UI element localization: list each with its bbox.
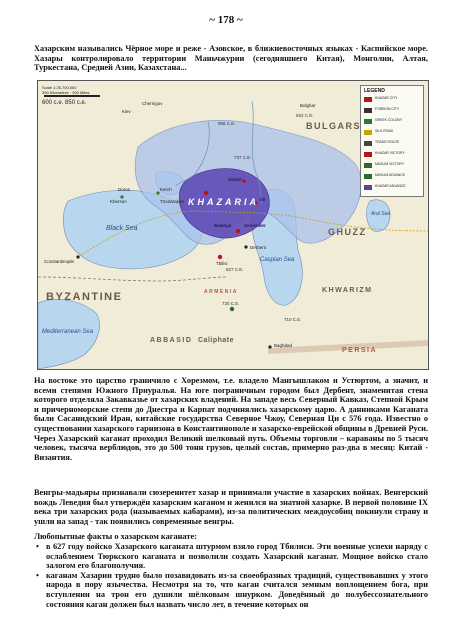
city-baghdad: Baghdad [274, 343, 293, 348]
region-ghuzz: GHUZZ [328, 227, 367, 237]
legend-item [361, 151, 423, 162]
legend-swatch [364, 97, 372, 102]
legend-item [361, 96, 423, 107]
city-sarkel: Sarkel [228, 177, 242, 182]
city-kerch: Kerch [160, 187, 172, 192]
legend-item-label: TRADE ROUTE [375, 140, 400, 144]
legend-swatch [364, 141, 372, 146]
victory-marker [204, 191, 208, 195]
legend-item [361, 140, 423, 151]
list-item [34, 571, 428, 609]
city-itil: Itil [260, 197, 266, 202]
map-years: 600 c.e. 850 c.e. [42, 100, 87, 106]
intro-paragraph: Хазарским назывались Чёрное море и реже - Азовское, в ближневосточных языках - Каспийское море. Хазары контролировало территории Маньчжурии (сегодняшнего Китая), Монголии, Алтая, Туркестана, Средней Азии, Казахстана... [34, 44, 428, 73]
legend-item [361, 129, 423, 140]
sea-aral: Aral Sea [371, 211, 391, 217]
legend-swatch [364, 119, 372, 124]
city-derbent: Derbent [250, 245, 267, 250]
city-semender: Semender [244, 223, 266, 228]
legend-item-label: KHAZAR VICTORY [375, 151, 405, 155]
legend-item [361, 118, 423, 129]
sea-caspian: Caspian Sea [260, 257, 295, 263]
page-number: ~ 178 ~ [209, 14, 243, 26]
region-bulgars: BULGARS [306, 121, 361, 131]
region-khazaria: KHAZARIA [188, 197, 259, 207]
legend-item-label: KHAZAR CITY [375, 96, 398, 100]
legend-swatch [364, 185, 372, 190]
region-persia: PERSIA [342, 347, 378, 354]
year-mark: 737 C.E. [234, 155, 252, 160]
bullet-icon: • [36, 542, 39, 551]
legend-item-label: KHAZAR ADVANCE [375, 184, 406, 188]
city-bolghar: Bolghar [300, 103, 316, 108]
city-kiev: Kiev [122, 109, 131, 114]
legend-item-label: MUSLIM VICTORY [375, 162, 405, 166]
legend-item-label: MUSLIM ADVANCE [375, 173, 406, 177]
list-item [34, 542, 428, 571]
paragraph-hungarians: Венгры-мадьяры признавали сюзеренитет хазар и принимали участие в хазарских войнах. Венгерский вождь Леведия был утверждён хазарским каганом и женился на знатной хазарке. В первой половине IX века три хазарских рода (называемых кабарами), из-за политических междоусобиц покинули страну и ушли на запад - так появились современные венгры. [34, 488, 428, 526]
city-kherson: Kherson [110, 199, 127, 204]
legend-item [361, 173, 423, 184]
paragraph-borders: На востоке это царство граничило с Хорезмом, т.е. владело Мангышлаком и Устюртом, а значит, и всеми степями Южного Приуралья. На юге пограничным городом был Дербент, знаменитая стена которого отделяла Закавказье от хазарских владений. На западе весь Северный Кавказ, Степной Крым и причерноморские степи до Днестра и Карпат подчинялись хазарскому царю. А данниками Каганата были Сасанидский Иран, китайские государства Северное Чжоу, Северная Ци с 576 года. Известно о существовании хазарского гарнизона в Константинополе и хазарско-еврейской общины в Древней Руси. Через Хазарский каганат проходил Великий шелковый путь. Объемы торговли – караваны по 5 тысяч человек, тысяча верблюдов, это до 500 тонн грузов, целый состав, примерно раз-два в месяц: Китай - Византия. [34, 376, 428, 462]
map-legend [360, 85, 424, 197]
legend-swatch [364, 108, 372, 113]
khazar-map [37, 80, 429, 370]
year-mark: 922 C.E. [296, 113, 314, 118]
region-byzantine: BYZANTINE [46, 291, 123, 303]
victory-marker [230, 307, 234, 311]
sea-black: Black Sea [106, 225, 138, 232]
region-caliphate: Caliphate [198, 337, 235, 344]
victory-marker [236, 229, 240, 233]
byzantine-border [38, 277, 228, 281]
legend-item-label: FOREIGN CITY [375, 107, 400, 111]
year-mark: 710 C.E. [284, 317, 302, 322]
legend-item-label: SILK ROAD [375, 129, 394, 133]
city-constantinople: Constantinople [44, 259, 75, 264]
legend-swatch [364, 174, 372, 179]
legend-title: LEGEND [364, 88, 385, 94]
city-balanjar: Balanjar [214, 223, 232, 228]
region-abbasid: ABBASID [150, 337, 193, 344]
year-mark: 965 C.E. [218, 121, 236, 126]
city-marker [242, 179, 246, 183]
legend-item [361, 107, 423, 118]
city-marker [244, 245, 247, 248]
facts-list [34, 542, 428, 609]
city-doros: Doros [118, 187, 131, 192]
city-marker [268, 345, 271, 348]
facts-title: Любопытные факты о хазарском каганате: [34, 532, 197, 541]
bullet-icon: • [36, 570, 39, 580]
region-khwarizm: KHWARIZM [322, 287, 373, 294]
map-scale [42, 85, 104, 113]
legend-swatch [364, 130, 372, 135]
legend-swatch [364, 152, 372, 157]
victory-marker [218, 255, 222, 259]
region-armenia: ARMENIA [204, 289, 238, 295]
scale-units: 300 Kilometres · 300 Miles [42, 90, 90, 95]
city-tbilisi: Tbilisi [216, 261, 228, 266]
year-mark: 627 C.E. [226, 267, 244, 272]
legend-item [361, 184, 423, 195]
legend-item-label: GREEK COLONY [375, 118, 403, 122]
year-mark: 730 C.E. [222, 301, 240, 306]
scale-text: Scale 1:25,700,000 [42, 85, 77, 90]
fact-text: в 627 году войско Хазарского каганата штурмом взяло город Тбилиси. Эти военные успехи наряду с ослаблением Тюркского каганата и позволили создать Хазарский каганат. Мощное войско стало залогом его благополучия. [46, 542, 428, 571]
city-chernigov: Chernigov [142, 101, 163, 106]
sea-mediterranean: Mediterranean Sea [42, 329, 94, 335]
fact-text: каганам Хазарии трудно было позавидовать из-за своеобразных традиций, существовавших у этого народа в пору язычества. Несмотря на то, что каган считался земным воплощением бога, при вступлении на трон его душили шёлковым шнурком. Доведённый до полубессознательного состояния каган должен был назвать число лет, в течение которых он [46, 570, 428, 609]
city-marker [76, 255, 79, 258]
legend-swatch [364, 163, 372, 168]
legend-item [361, 162, 423, 173]
scale-bar [44, 95, 100, 97]
city-tmutarakan: Tmutarakan [160, 199, 185, 204]
